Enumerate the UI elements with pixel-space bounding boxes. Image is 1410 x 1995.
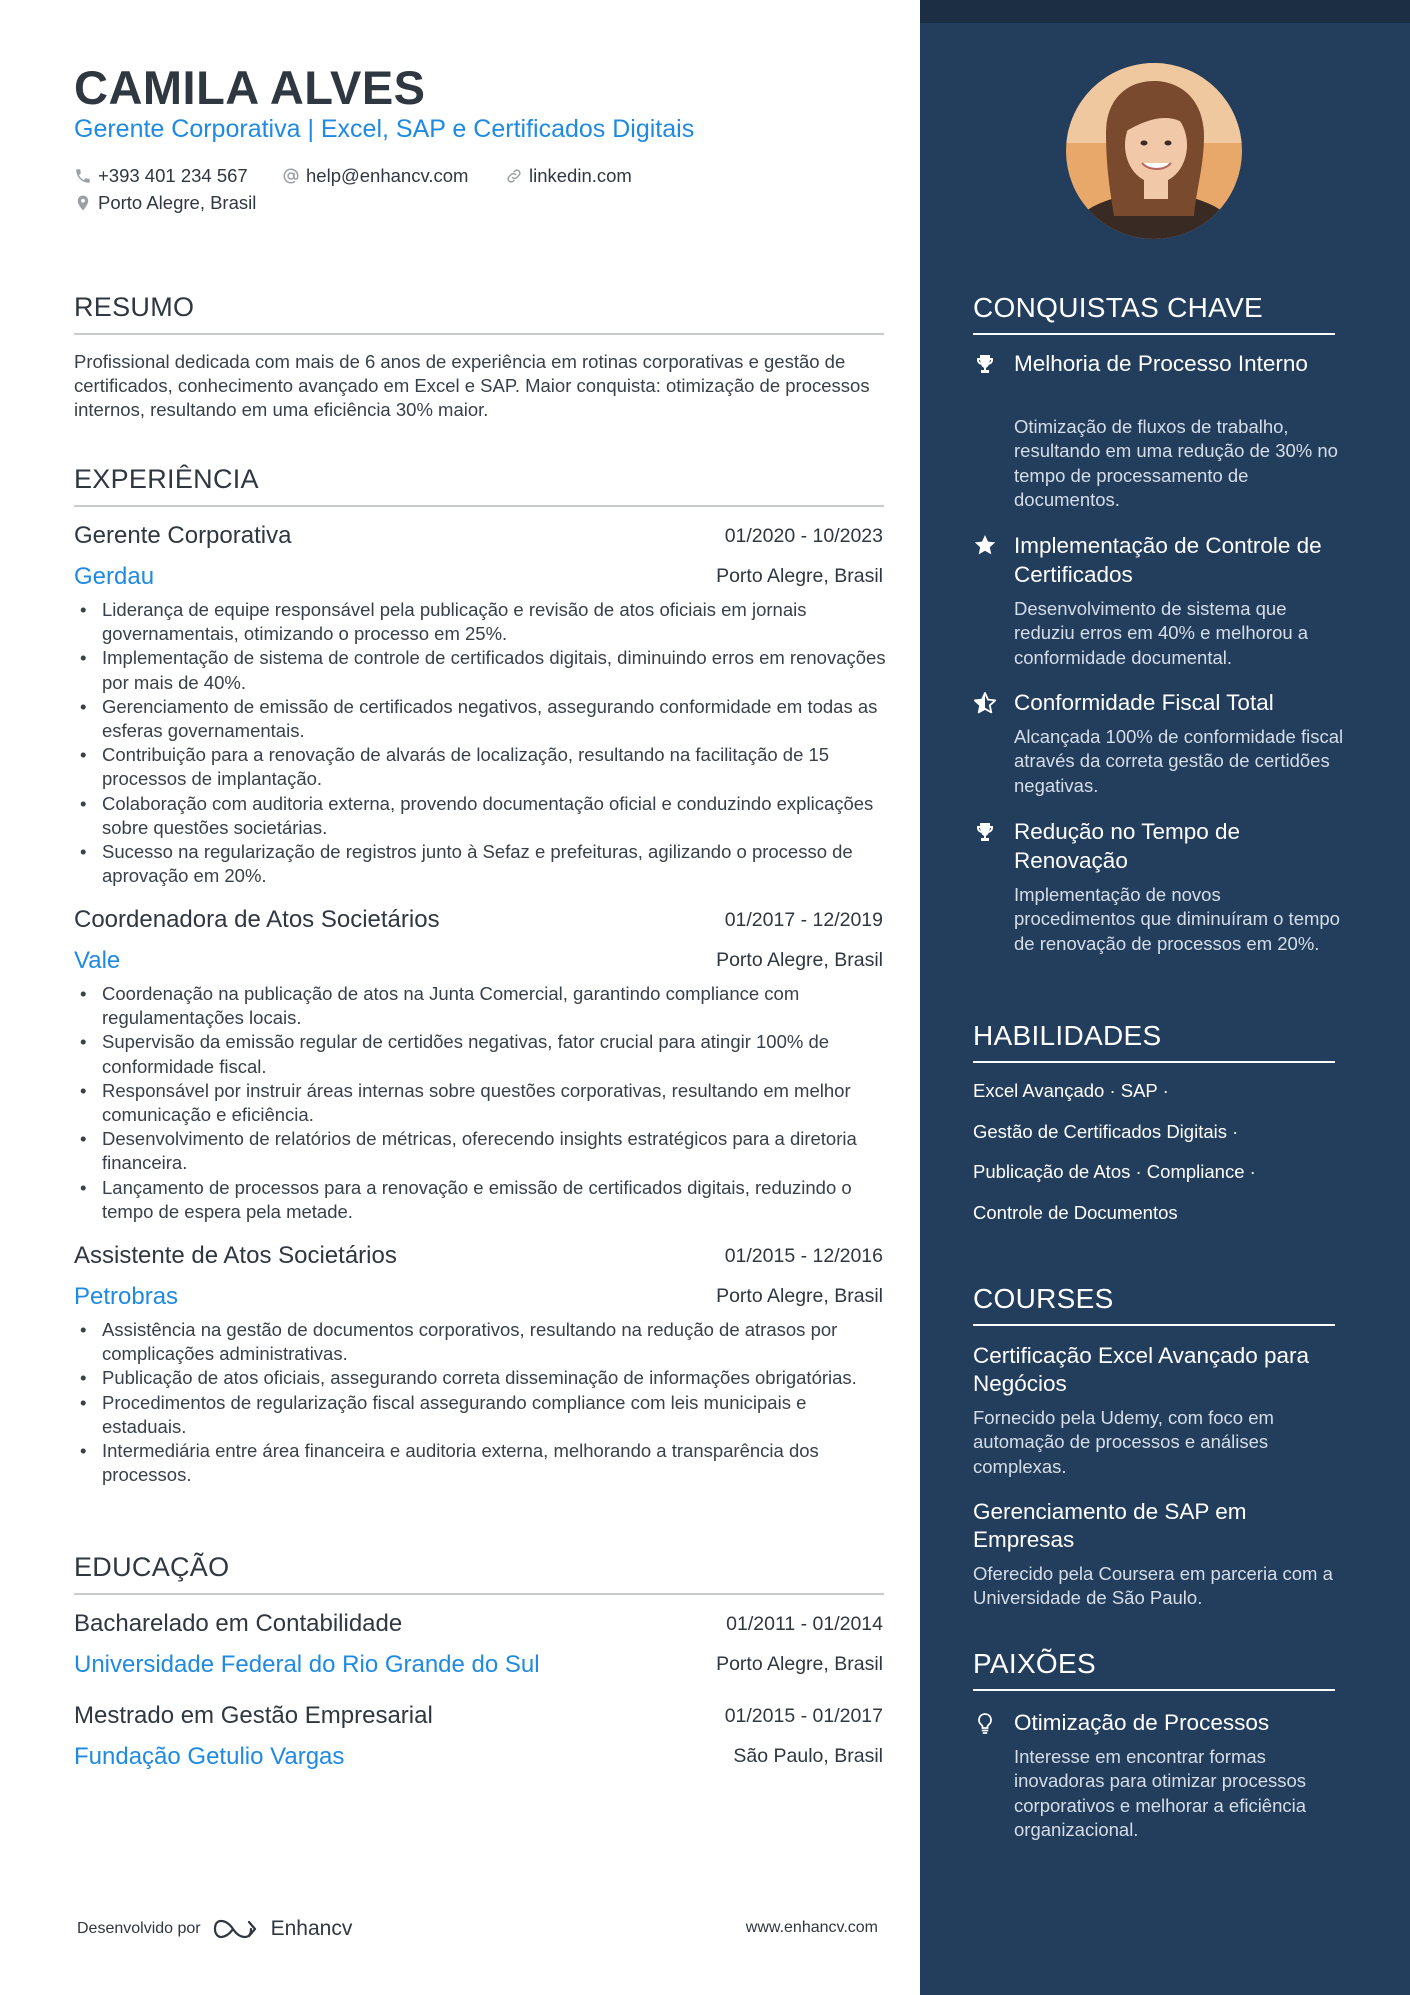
candidate-name: CAMILA ALVES xyxy=(74,61,426,114)
job-bullets xyxy=(74,1318,889,1487)
bullet-item: • Implementação de sistema de controle de certificados digitais, diminuindo erros em renovações por mais de 40%. xyxy=(74,646,889,694)
footer-branding xyxy=(77,1917,352,1941)
skills-list xyxy=(973,1071,1335,1233)
achievements-section-title: CONQUISTAS CHAVE xyxy=(973,292,1335,335)
course-title: Certificação Excel Avançado para Negócios xyxy=(973,1343,1310,1396)
avatar-illustration xyxy=(1066,63,1242,239)
contact-phone[interactable] xyxy=(74,165,248,187)
passion-title: Otimização de Processos xyxy=(1014,1710,1270,1735)
edu-school: Universidade Federal do Rio Grande do Sul xyxy=(74,1651,540,1678)
bullet-item: • Responsável por instruir áreas internas sobre questões corporativas, resultando em melhor comunicação e eficiência. xyxy=(74,1079,889,1127)
bullet-item: • Colaboração com auditoria externa, provendo documentação oficial e conduzindo explicações sobre questões societárias. xyxy=(74,792,889,840)
linkedin-text: linkedin.com xyxy=(529,165,632,186)
achievement-desc: Alcançada 100% de conformidade fiscal através da correta gestão de certidões negativas. xyxy=(1014,726,1344,796)
footer-brand: Enhancv xyxy=(270,1917,353,1940)
edu-location: São Paulo, Brasil xyxy=(733,1745,883,1767)
sidebar xyxy=(920,0,1410,1995)
edu-dates: 01/2015 - 01/2017 xyxy=(724,1705,883,1727)
bullet-item: • Liderança de equipe responsável pela publicação e revisão de atos oficiais em jornais governamentais, otimizando o processo em 25%. xyxy=(74,598,889,646)
course-title: Gerenciamento de SAP em Empresas xyxy=(973,1499,1247,1552)
bullet-item: • Desenvolvimento de relatórios de métricas, oferecendo insights estratégicos para a diretoria financeira. xyxy=(74,1127,889,1175)
job-company: Gerdau xyxy=(74,563,155,590)
link-icon xyxy=(505,167,523,185)
job-dates: 01/2020 - 10/2023 xyxy=(724,525,883,547)
edu-school: Fundação Getulio Vargas xyxy=(74,1743,345,1770)
achievement-desc: Otimização de fluxos de trabalho, resultando em uma redução de 30% no tempo de processamento de documentos. xyxy=(1014,416,1338,510)
passions-section-title: PAIXÕES xyxy=(973,1648,1335,1691)
job-location: Porto Alegre, Brasil xyxy=(716,565,883,587)
bullet-item: • Coordenação na publicação de atos na Junta Comercial, garantindo compliance com regulamentações locais. xyxy=(74,982,889,1030)
achievement-title: Implementação de Controle de Certificados xyxy=(1014,533,1322,587)
bullet-item: • Gerenciamento de emissão de certificados negativos, assegurando conformidade em todas as esferas governamentais. xyxy=(74,695,889,743)
contact-email[interactable] xyxy=(282,165,468,187)
job-role: Gerente Corporativa xyxy=(74,522,292,549)
bullet-item: • Assistência na gestão de documentos corporativos, resultando na redução de atrasos por complicações administrativas. xyxy=(74,1318,889,1366)
courses-section-title: COURSES xyxy=(973,1283,1335,1326)
footer-website[interactable]: www.enhancv.com xyxy=(745,1919,878,1936)
passion-desc: Interesse em encontrar formas inovadoras para otimizar processos corporativos e melhorar a eficiência organizacional. xyxy=(1014,1746,1307,1840)
job-bullets xyxy=(74,598,889,888)
job-location: Porto Alegre, Brasil xyxy=(716,1285,883,1307)
job-company: Petrobras xyxy=(74,1283,179,1310)
skill-line: Controle de Documentos xyxy=(973,1201,1178,1223)
lightbulb-icon xyxy=(973,1711,997,1735)
job-bullets xyxy=(74,982,889,1224)
trophy-icon xyxy=(973,820,997,844)
contact-location xyxy=(74,192,256,214)
job-role: Assistente de Atos Societários xyxy=(74,1242,397,1269)
job-role: Coordenadora de Atos Societários xyxy=(74,906,440,933)
achievement-desc: Desenvolvimento de sistema que reduziu erros em 40% e melhorou a conformidade documental. xyxy=(1014,598,1309,668)
edu-degree: Bacharelado em Contabilidade xyxy=(74,1610,403,1637)
trophy-icon xyxy=(973,352,997,376)
location-text: Porto Alegre, Brasil xyxy=(98,192,257,213)
job-company: Vale xyxy=(74,947,121,974)
at-icon xyxy=(282,167,300,185)
location-pin-icon xyxy=(74,194,92,212)
achievement-desc: Implementação de novos procedimentos que diminuíram o tempo de renovação de processos em 20%. xyxy=(1014,884,1340,954)
headline: Gerente Corporativa | Excel, SAP e Certificados Digitais xyxy=(74,115,695,143)
edu-location: Porto Alegre, Brasil xyxy=(716,1653,883,1675)
skill-line: Publicação de Atos · Compliance · xyxy=(973,1161,1256,1182)
bullet-item: • Publicação de atos oficiais, assegurando correta disseminação de informações obrigatórias. xyxy=(74,1366,889,1390)
job-dates: 01/2015 - 12/2016 xyxy=(724,1245,883,1267)
experience-section-title: EXPERIÊNCIA xyxy=(74,464,884,507)
summary-section-title: RESUMO xyxy=(74,292,884,335)
phone-icon xyxy=(74,167,92,185)
course-desc: Fornecido pela Udemy, com foco em automação de processos e análises complexas. xyxy=(973,1407,1274,1477)
education-section-title: EDUCAÇÃO xyxy=(74,1552,884,1595)
star-icon xyxy=(973,533,997,557)
enhancv-logo-icon xyxy=(213,1917,259,1941)
summary-text: Profissional dedicada com mais de 6 anos de experiência em rotinas corporativas e gestão de certificados, conhecimento avançado em Excel e SAP. Maior conquista: otimização de processos internos, resultando em uma eficiência 30% maior. xyxy=(74,351,870,420)
job-dates: 01/2017 - 12/2019 xyxy=(724,909,883,931)
phone-text: +393 401 234 567 xyxy=(98,165,248,186)
bullet-item: • Lançamento de processos para a renovação e emissão de certificados digitais, reduzindo o tempo de espera pela metade. xyxy=(74,1176,889,1224)
sidebar-top-band xyxy=(920,0,1410,23)
achievement-title: Melhoria de Processo Interno xyxy=(1014,351,1308,376)
edu-dates: 01/2011 - 01/2014 xyxy=(726,1613,883,1635)
bullet-item: • Sucesso na regularização de registros junto à Sefaz e prefeituras, agilizando o processo de aprovação em 20%. xyxy=(74,840,889,888)
edu-degree: Mestrado em Gestão Empresarial xyxy=(74,1702,433,1729)
skills-section-title: HABILIDADES xyxy=(973,1020,1335,1063)
skill-line: Gestão de Certificados Digitais · xyxy=(973,1120,1239,1142)
achievement-title: Conformidade Fiscal Total xyxy=(1014,690,1274,715)
bullet-item: • Procedimentos de regularização fiscal assegurando compliance com leis municipais e estaduais. xyxy=(74,1391,889,1439)
half-star-icon xyxy=(973,691,997,715)
skill-line: Excel Avançado · SAP · xyxy=(973,1080,1169,1101)
email-text: help@enhancv.com xyxy=(306,165,469,186)
contact-linkedin[interactable] xyxy=(505,165,632,187)
course-desc: Oferecido pela Coursera em parceria com a Universidade de São Paulo. xyxy=(973,1563,1333,1609)
bullet-item: • Supervisão da emissão regular de certidões negativas, fator crucial para atingir 100% de conformidade fiscal. xyxy=(74,1030,889,1078)
bullet-item: • Intermediária entre área financeira e auditoria externa, melhorando a transparência dos processos. xyxy=(74,1439,889,1487)
bullet-item: • Contribuição para a renovação de alvarás de localização, resultando na facilitação de 15 processos de implantação. xyxy=(74,743,889,791)
job-location: Porto Alegre, Brasil xyxy=(716,949,883,971)
profile-photo xyxy=(1066,63,1242,239)
achievement-title: Redução no Tempo de Renovação xyxy=(1014,819,1240,873)
powered-by-text: Desenvolvido por xyxy=(77,1920,201,1937)
